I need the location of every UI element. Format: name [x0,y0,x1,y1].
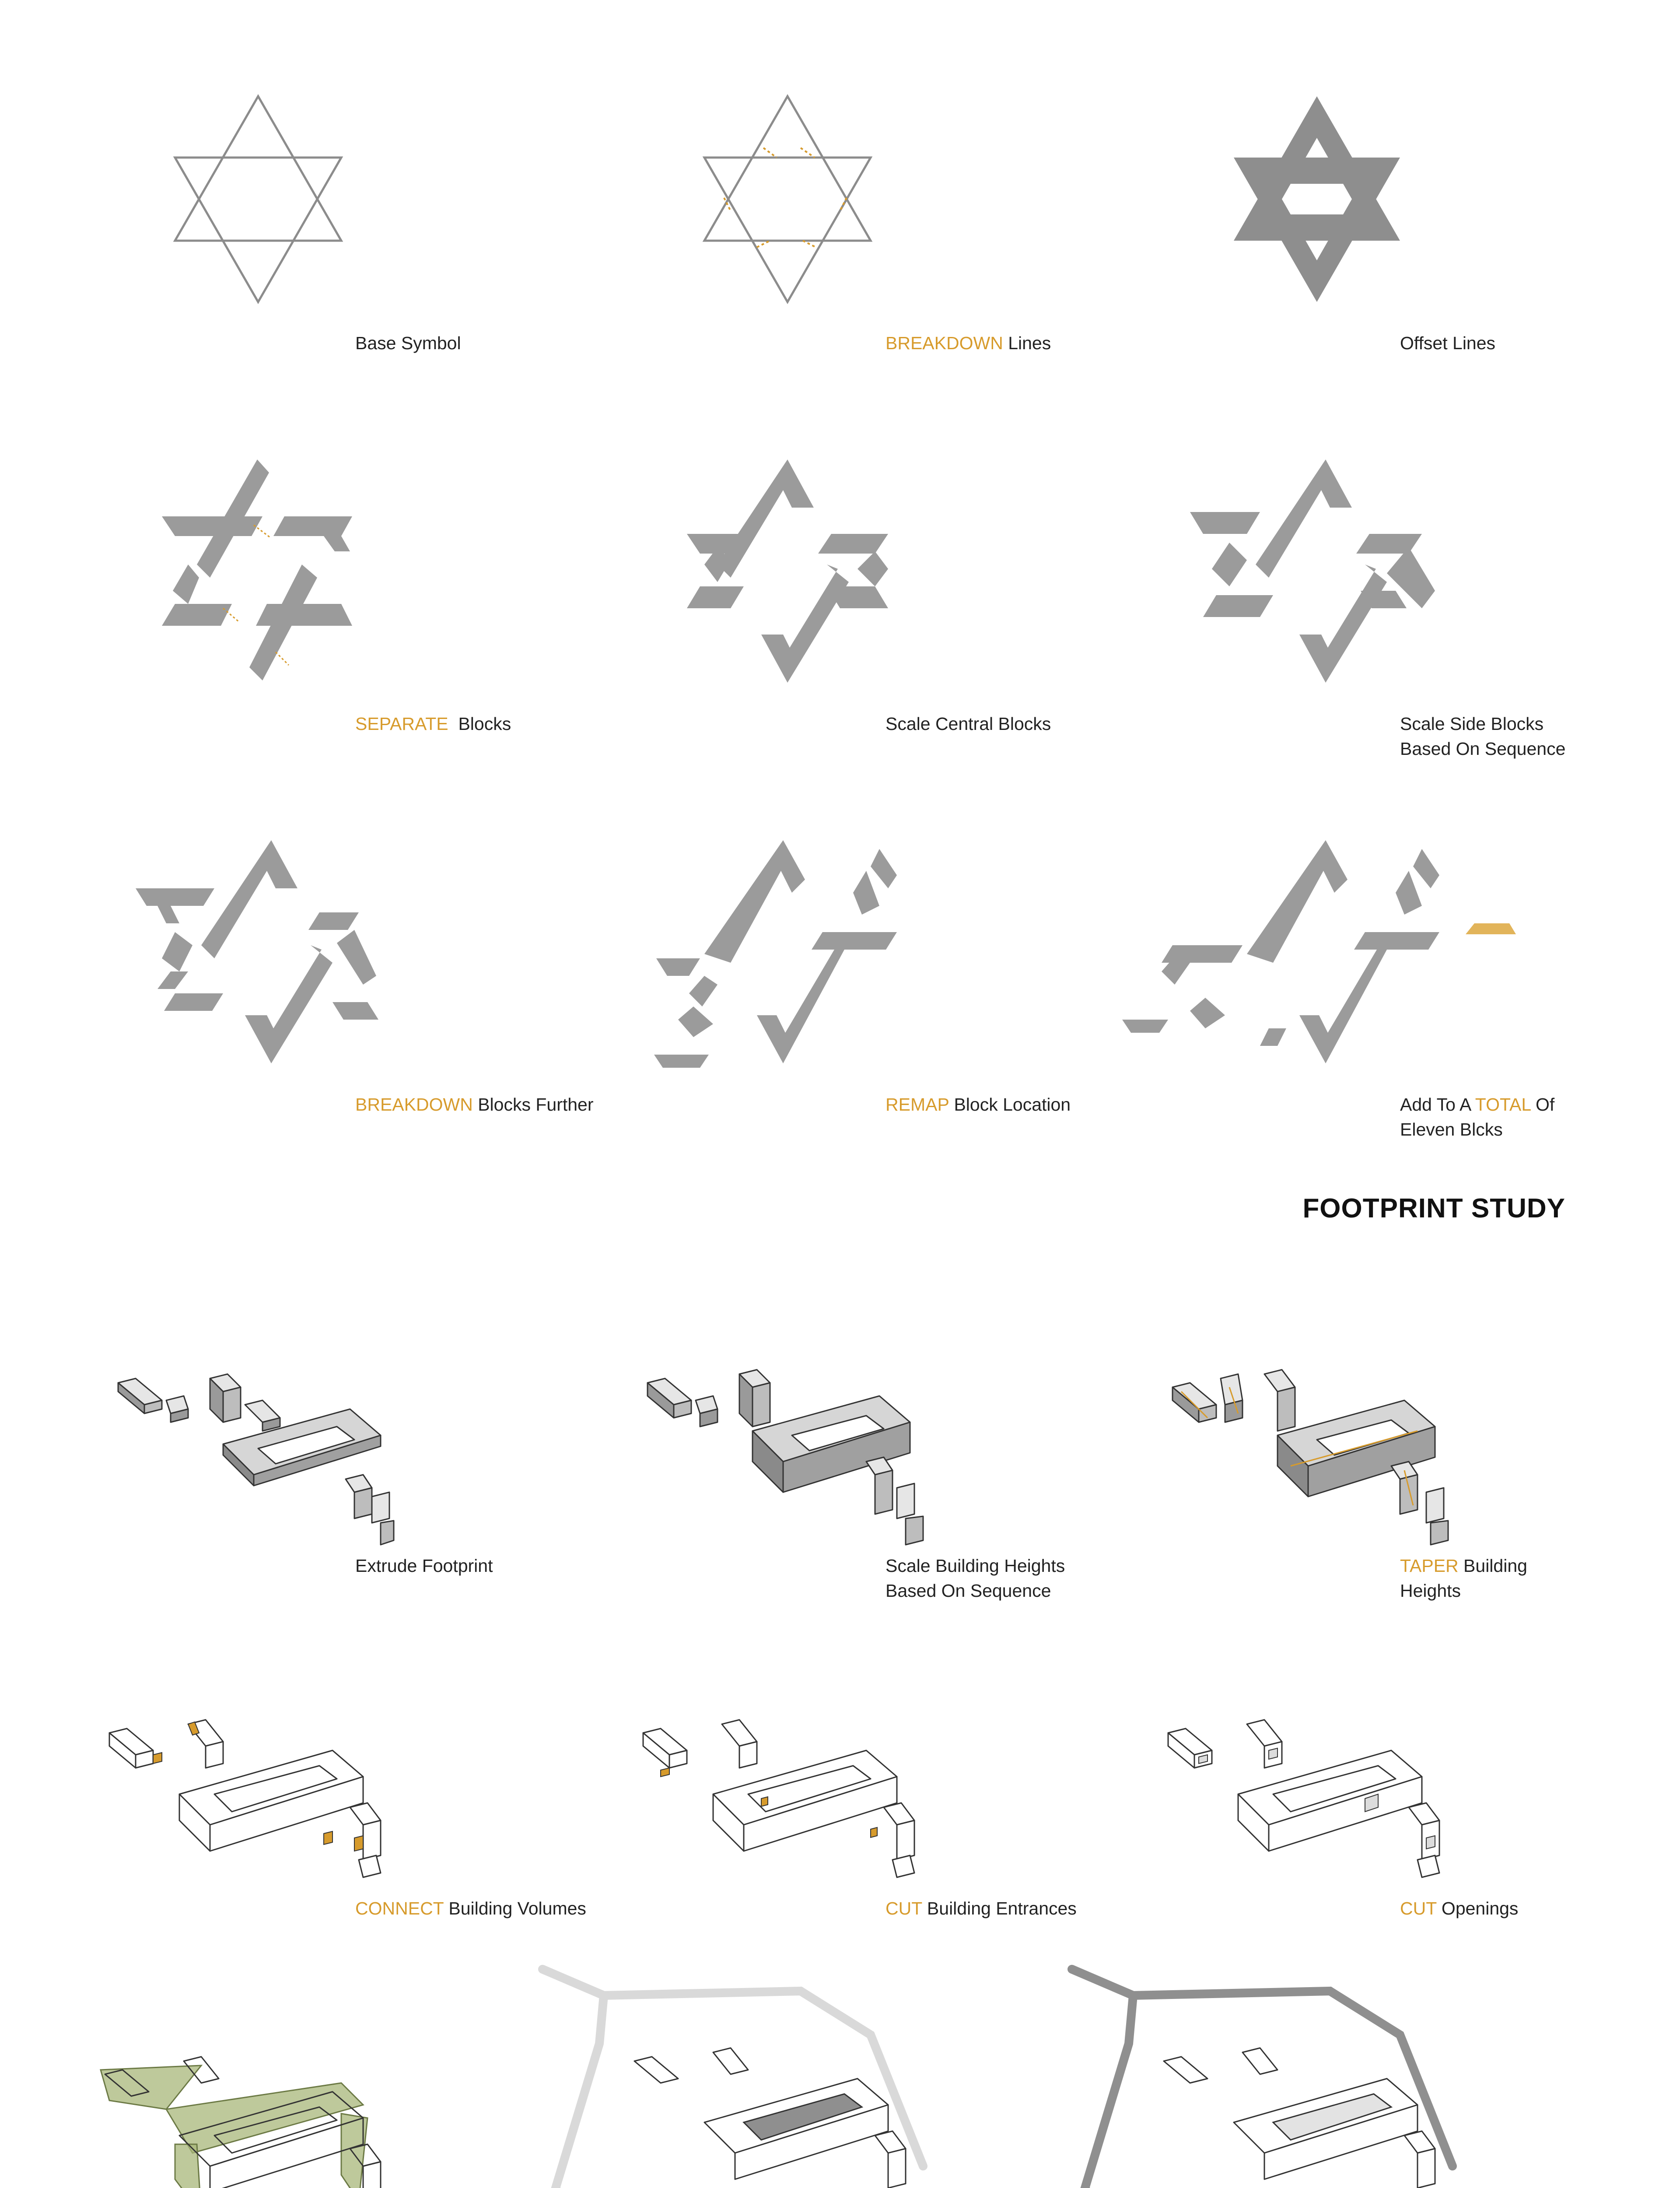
step-base-symbol [162,96,354,306]
step-scale-building-heights [639,1370,928,1553]
step-connect-building-volumes [101,1707,398,1890]
star-breakdown-further-diagram [131,840,385,1068]
massing-connect-diagram [101,1707,398,1890]
massing-cut-openings-diagram [1159,1707,1457,1890]
caption-scale-building-heights: Scale Building Heights Based On Sequence [886,1556,1065,1601]
caption-base-symbol: Base Symbol [355,333,461,353]
step-extrude-footprint [109,1370,398,1553]
caption-add-total-blocks: Add To A TOTAL Of Eleven Blcks [1400,1094,1555,1140]
star-scale-central-diagram [682,459,892,687]
step-taper-building-heights [1164,1370,1452,1553]
step-offset-lines [1221,96,1413,306]
step-scale-side-blocks [1186,459,1439,687]
step-add-total-blocks [1120,840,1514,1076]
massing-cut-entrances-diagram [634,1707,932,1890]
section-title-footprint-study: FOOTPRINT STUDY [1302,1193,1565,1224]
caption-remap-block-location: REMAP Block Location [886,1094,1071,1115]
star-offset-diagram [1221,96,1413,306]
caption-breakdown-lines: BREAKDOWN Lines [886,333,1051,353]
star-scale-side-diagram [1186,459,1439,687]
star-eleven-blocks-diagram [1120,840,1514,1076]
star-outline-diagram [162,96,354,306]
massing-extrude-diagram [109,1370,398,1553]
step-breakdown-blocks-further [131,840,385,1068]
step-central-walkway [538,1960,976,2188]
step-breakdown-lines [691,96,884,306]
step-cut-openings [1159,1707,1457,1890]
caption-taper-building-heights: TAPER Building Heights [1400,1556,1527,1601]
massing-taper-diagram [1164,1370,1452,1553]
caption-scale-side-blocks: Scale Side Blocks Based On Sequence [1400,714,1566,759]
caption-cut-openings: CUT Openings [1400,1898,1519,1918]
caption-separate-blocks: SEPARATE Blocks [355,714,511,734]
caption-breakdown-blocks-further: BREAKDOWN Blocks Further [355,1094,594,1115]
massing-side-walkways-diagram [1068,1960,1584,2188]
star-breakdown-diagram [691,96,884,306]
step-side-walkways [1068,1960,1584,2188]
step-separate-blocks [158,459,359,687]
caption-extrude-footprint: Extrude Footprint [355,1556,493,1576]
step-cut-building-entrances [634,1707,932,1890]
step-scale-central-blocks [682,459,892,687]
star-separate-diagram [158,459,359,687]
step-remap-block-location [652,840,923,1076]
star-remap-diagram [652,840,923,1076]
massing-scale-heights-diagram [639,1370,928,1553]
caption-offset-lines: Offset Lines [1400,333,1496,353]
caption-scale-central-blocks: Scale Central Blocks [886,714,1051,734]
caption-cut-building-entrances: CUT Building Entrances [886,1898,1077,1918]
caption-connect-building-volumes: CONNECT Building Volumes [355,1898,586,1918]
step-landscape [96,2044,402,2188]
massing-landscape-diagram [96,2044,402,2188]
massing-central-walkway-diagram [538,1960,976,2188]
